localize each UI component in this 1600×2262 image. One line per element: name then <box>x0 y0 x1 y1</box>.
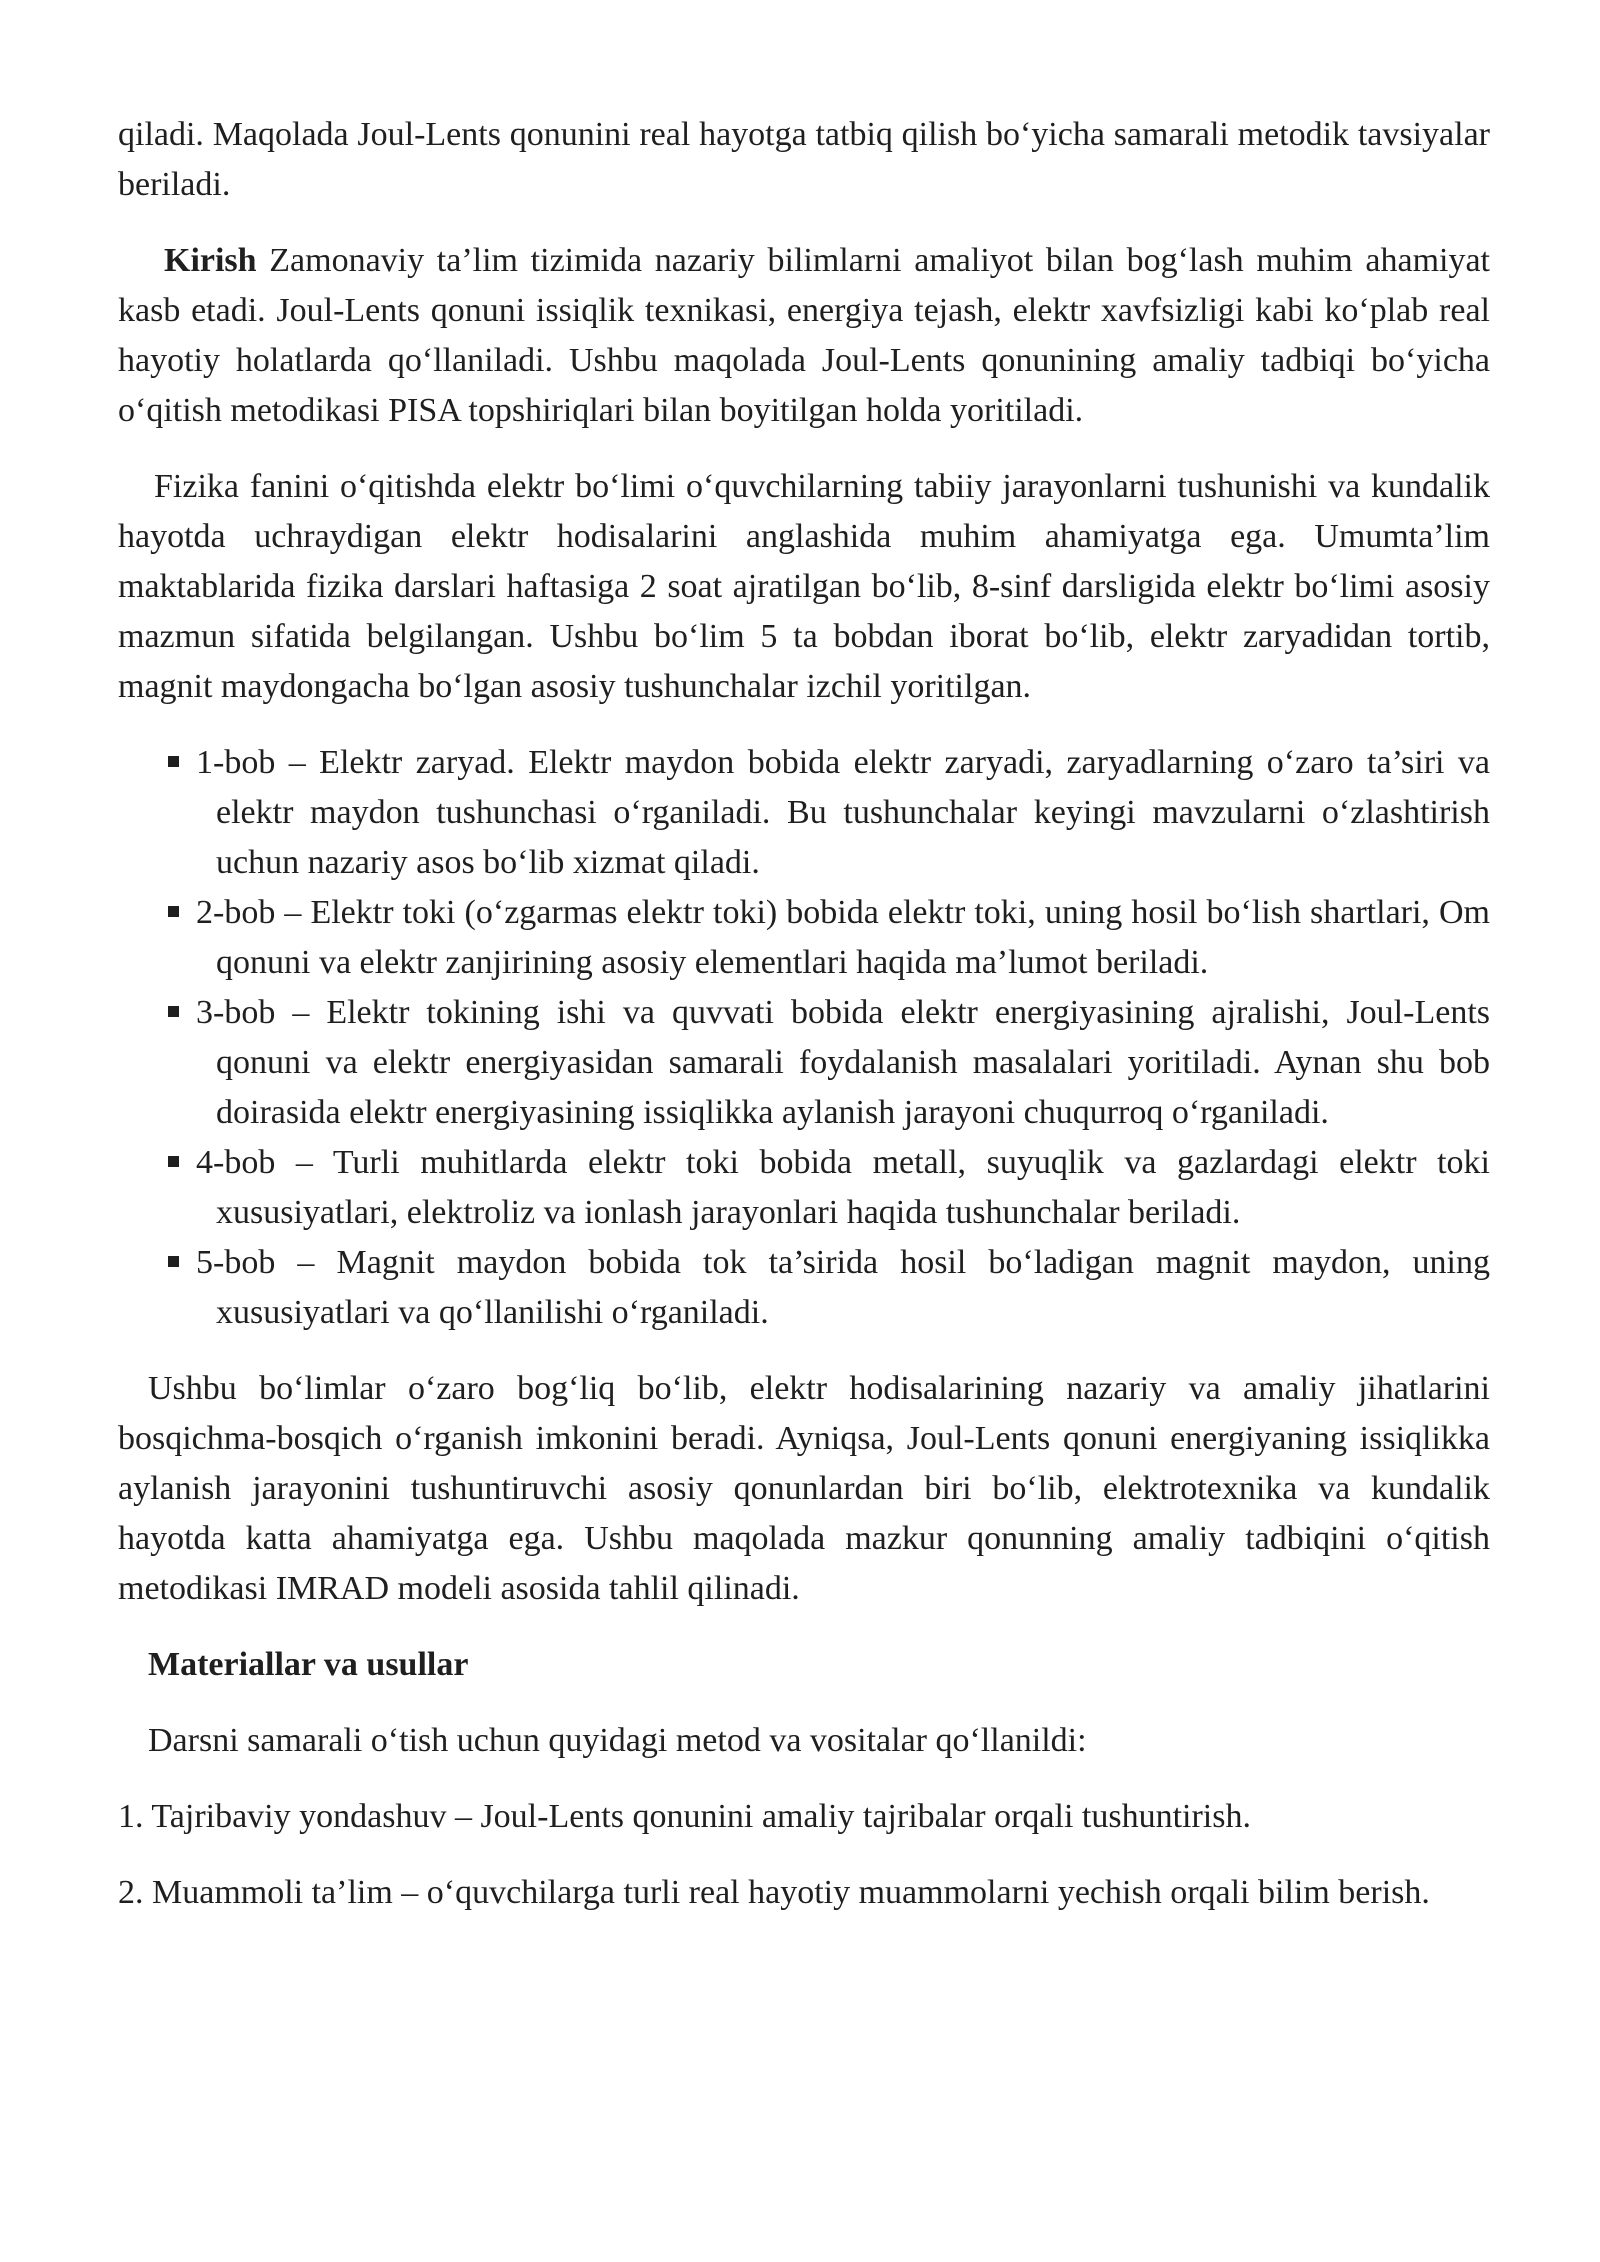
list-item <box>118 738 1490 888</box>
bullet-icon <box>168 906 179 917</box>
kirish-text: Zamonaviy ta’lim tizimida nazariy bilimlarni amaliyot bilan bog‘lash muhim ahamiyat kasb etadi. Joul-Lents qonuni issiqlik texnikasi, energiya tejash, elektr xavfsizligi kabi ko‘plab real hayotiy holatlarda qo‘llaniladi. Ushbu maqolada Joul-Lents qonunining amaliy tadbiqi bo‘yicha o‘qitish metodikasi PISA topshiriqlari bilan boyitilgan holda yoritiladi. <box>118 242 1490 429</box>
bullet-icon <box>168 756 179 767</box>
methods-intro: Darsni samarali o‘tish uchun quyidagi metod va vositalar qo‘llanildi: <box>148 1722 1087 1759</box>
kirish-label: Kirish <box>164 242 257 279</box>
bullet-icon <box>168 1156 179 1167</box>
chapter-text: 5-bob – Magnit maydon bobida tok ta’sirida hosil bo‘ladigan magnit maydon, uning xususiyatlari va qo‘llanilishi o‘rganiladi. <box>196 1244 1490 1331</box>
list-item <box>118 1238 1490 1338</box>
intro-tail-paragraph: qiladi. Maqolada Joul-Lents qonunini real hayotga tatbiq qilish bo‘yicha samarali metodik tavsiyalar beriladi. <box>118 116 1490 203</box>
method-item-2: 2. Muammoli ta’lim – o‘quvchilarga turli real hayotiy muammolarni yechish orqali bilim berish. <box>118 1874 1430 1911</box>
list-item <box>118 988 1490 1138</box>
method-item-1: 1. Tajribaviy yondashuv – Joul-Lents qonunini amaliy tajribalar orqali tushuntirish. <box>118 1798 1251 1835</box>
chapter-list <box>118 738 1490 1338</box>
fizika-paragraph: Fizika fanini o‘qitishda elektr bo‘limi o‘quvchilarning tabiiy jarayonlarni tushunishi va kundalik hayotda uchraydigan elektr hodisalarini anglashida muhim ahamiyatga ega. Umumta’lim maktablarida fizika darslari haftasiga 2 soat ajratilgan bo‘lib, 8-sinf darsligida elektr bo‘limi asosiy mazmun sifatida belgilangan. Ushbu bo‘lim 5 ta bobdan iborat bo‘lib, elektr zaryadidan tortib, magnit maydongacha bo‘lgan asosiy tushunchalar izchil yoritilgan. <box>118 468 1490 705</box>
document-page <box>118 110 1490 1918</box>
bullet-icon <box>168 1256 179 1267</box>
kirish-paragraph <box>118 236 1490 436</box>
list-item <box>118 888 1490 988</box>
section-heading: Materiallar va usullar <box>148 1646 469 1683</box>
chapter-text: 2-bob – Elektr toki (o‘zgarmas elektr toki) bobida elektr toki, uning hosil bo‘lish shartlari, Om qonuni va elektr zanjirining asosiy elementlari haqida ma’lumot beriladi. <box>196 894 1490 981</box>
ushbu-paragraph: Ushbu bo‘limlar o‘zaro bog‘liq bo‘lib, elektr hodisalarining nazariy va amaliy jihatlarini bosqichma-bosqich o‘rganish imkonini beradi. Ayniqsa, Joul-Lents qonuni energiyaning issiqlikka aylanish jarayonini tushuntiruvchi asosiy qonunlardan biri bo‘lib, elektrotexnika va kundalik hayotda katta ahamiyatga ega. Ushbu maqolada mazkur qonunning amaliy tadbiqini o‘qitish metodikasi IMRAD modeli asosida tahlil qilinadi. <box>118 1370 1490 1607</box>
chapter-text: 4-bob – Turli muhitlarda elektr toki bobida metall, suyuqlik va gazlardagi elektr toki xususiyatlari, elektroliz va ionlash jarayonlari haqida tushunchalar beriladi. <box>196 1144 1490 1231</box>
chapter-text: 3-bob – Elektr tokining ishi va quvvati bobida elektr energiyasining ajralishi, Joul-Lents qonuni va elektr energiyasidan samarali foydalanish masalalari yoritiladi. Aynan shu bob doirasida elektr energiyasining issiqlikka aylanish jarayoni chuqurroq o‘rganiladi. <box>196 994 1490 1131</box>
chapter-text: 1-bob – Elektr zaryad. Elektr maydon bobida elektr zaryadi, zaryadlarning o‘zaro ta’siri va elektr maydon tushunchasi o‘rganiladi. Bu tushunchalar keyingi mavzularni o‘zlashtirish uchun nazariy asos bo‘lib xizmat qiladi. <box>196 744 1490 881</box>
bullet-icon <box>168 1006 179 1017</box>
list-item <box>118 1138 1490 1238</box>
